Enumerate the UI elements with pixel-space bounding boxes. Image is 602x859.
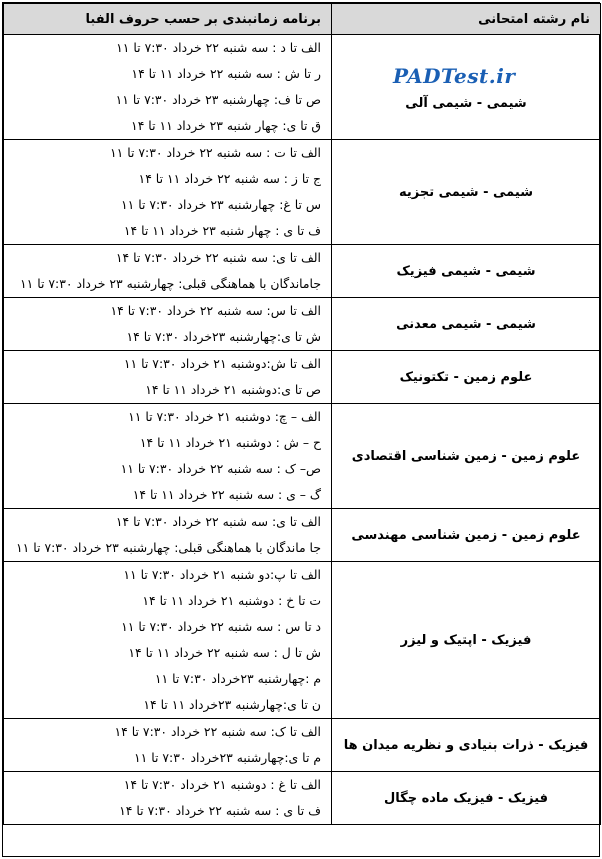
schedule-line: ح – ش : دوشنبه ۲۱ خرداد ۱۱ تا ۱۴ <box>139 435 321 450</box>
course-name: شیمی - شیمی فیزیک <box>396 263 536 279</box>
exam-schedule-table <box>3 3 601 825</box>
course-name-cell <box>332 404 601 509</box>
schedule-cell <box>4 245 332 298</box>
course-name: شیمی - شیمی تجزیه <box>399 184 533 200</box>
course-name-cell <box>332 140 601 245</box>
schedule-line: ر تا ش : سه شنبه ۲۲ خرداد ۱۱ تا ۱۴ <box>131 66 321 81</box>
table-row <box>4 35 601 140</box>
schedule-line: ف تا ی : سه شنبه ۲۲ خرداد ۷:۳۰ تا ۱۴ <box>119 803 321 818</box>
course-name: شیمی - شیمی آلی <box>405 95 527 111</box>
schedule-line: ت تا خ : دوشنبه ۲۱ خرداد ۱۱ تا ۱۴ <box>142 593 321 608</box>
schedule-line: ص تا ی:دوشنبه ۲۱ خرداد ۱۱ تا ۱۴ <box>145 382 321 397</box>
schedule-line: گ – ی : سه شنبه ۲۲ خرداد ۱۱ تا ۱۴ <box>132 487 321 502</box>
header-schedule-column: برنامه زمانبندی بر حسب حروف الفبا <box>4 4 332 35</box>
course-name-cell <box>332 509 601 562</box>
schedule-line: الف تا ش:دوشنبه ۲۱ خرداد ۷:۳۰ تا ۱۱ <box>123 356 321 371</box>
schedule-cell <box>4 509 332 562</box>
schedule-line: ش تا ی:چهارشنبه ۲۳خرداد ۷:۳۰ تا ۱۴ <box>126 329 321 344</box>
schedule-line: الف – چ: دوشنبه ۲۱ خرداد ۷:۳۰ تا ۱۱ <box>128 409 321 424</box>
schedule-line: ش تا ل : سه شنبه ۲۲ خرداد ۱۱ تا ۱۴ <box>128 645 321 660</box>
schedule-line: الف تا س: سه شنبه ۲۲ خرداد ۷:۳۰ تا ۱۴ <box>110 303 321 318</box>
table-row <box>4 245 601 298</box>
schedule-line: الف تا ی: سه شنبه ۲۲ خرداد ۷:۳۰ تا ۱۴ <box>115 250 321 265</box>
course-name: علوم زمین - زمین شناسی مهندسی <box>351 527 581 543</box>
course-name: علوم زمین - زمین شناسی اقتصادی <box>351 448 581 464</box>
schedule-cell <box>4 562 332 719</box>
schedule-line: د تا س : سه شنبه ۲۲ خرداد ۷:۳۰ تا ۱۱ <box>121 619 321 634</box>
course-name: فیزیک - فیزیک ماده چگال <box>383 790 549 806</box>
schedule-line: س تا غ: چهارشنبه ۲۳ خرداد ۷:۳۰ تا ۱۱ <box>120 197 321 212</box>
course-name: علوم زمین - تکتونیک <box>399 369 533 385</box>
schedule-line: الف تا غ : دوشنبه ۲۱ خرداد ۷:۳۰ تا ۱۴ <box>123 777 321 792</box>
schedule-cell <box>4 772 332 825</box>
schedule-cell <box>4 719 332 772</box>
schedule-line: م تا ی:چهارشنبه ۲۳خرداد ۷:۳۰ تا ۱۱ <box>133 750 321 765</box>
schedule-line: ف تا ی : چهار شنبه ۲۳ خرداد ۱۱ تا ۱۴ <box>123 223 321 238</box>
schedule-line: ق تا ی: چهار شنبه ۲۳ خرداد ۱۱ تا ۱۴ <box>131 118 321 133</box>
schedule-cell <box>4 35 332 140</box>
course-name-cell <box>332 772 601 825</box>
schedule-cell <box>4 404 332 509</box>
table-row <box>4 404 601 509</box>
table-row <box>4 562 601 719</box>
table-header-row <box>4 4 601 35</box>
schedule-line: ج تا ز : سه شنبه ۲۲ خرداد ۱۱ تا ۱۴ <box>138 171 321 186</box>
course-name-cell <box>332 35 601 140</box>
exam-schedule-page <box>2 2 600 857</box>
schedule-line: م :چهارشنبه ۲۳خرداد ۷:۳۰ تا ۱۱ <box>154 671 321 686</box>
course-name-cell <box>332 719 601 772</box>
header-name-column: نام رشته امتحانی <box>332 4 601 35</box>
schedule-line: الف تا ک: سه شنبه ۲۲ خرداد ۷:۳۰ تا ۱۴ <box>114 724 321 739</box>
schedule-line: الف تا ت : سه شنبه ۲۲ خرداد ۷:۳۰ تا ۱۱ <box>109 145 321 160</box>
table-row <box>4 719 601 772</box>
course-name: فیزیک - ذرات بنیادی و نظریه میدان ها <box>343 737 589 753</box>
schedule-line: جا ماندگان با هماهنگی قبلی: چهارشنبه ۲۳ خرداد ۷:۳۰ تا ۱۱ <box>16 540 321 555</box>
course-name-cell <box>332 298 601 351</box>
table-row <box>4 772 601 825</box>
course-name-cell <box>332 245 601 298</box>
schedule-cell <box>4 298 332 351</box>
course-name: فیزیک - اپتیک و لیزر <box>400 632 532 648</box>
schedule-line: الف تا پ:دو شنبه ۲۱ خرداد ۷:۳۰ تا ۱۱ <box>123 567 321 582</box>
schedule-line: الف تا ی: سه شنبه ۲۲ خرداد ۷:۳۰ تا ۱۴ <box>115 514 321 529</box>
schedule-line: ص– ک : سه شنبه ۲۲ خرداد ۷:۳۰ تا ۱۱ <box>120 461 321 476</box>
table-row <box>4 351 601 404</box>
course-name: شیمی - شیمی معدنی <box>396 316 536 332</box>
course-name-cell <box>332 351 601 404</box>
schedule-cell <box>4 140 332 245</box>
schedule-line: ن تا ی:چهارشنبه ۲۳خرداد ۱۱ تا ۱۴ <box>143 697 321 712</box>
table-row <box>4 140 601 245</box>
course-name-cell <box>332 562 601 719</box>
schedule-line: ص تا ف: چهارشنبه ۲۳ خرداد ۷:۳۰ تا ۱۱ <box>115 92 321 107</box>
table-row <box>4 509 601 562</box>
schedule-line: جاماندگان با هماهنگی قبلی: چهارشنبه ۲۳ خرداد ۷:۳۰ تا ۱۱ <box>19 276 321 291</box>
schedule-cell <box>4 351 332 404</box>
table-row <box>4 298 601 351</box>
schedule-line: الف تا د : سه شنبه ۲۲ خرداد ۷:۳۰ تا ۱۱ <box>116 40 321 55</box>
site-logo: PADTest.ir <box>393 63 516 88</box>
